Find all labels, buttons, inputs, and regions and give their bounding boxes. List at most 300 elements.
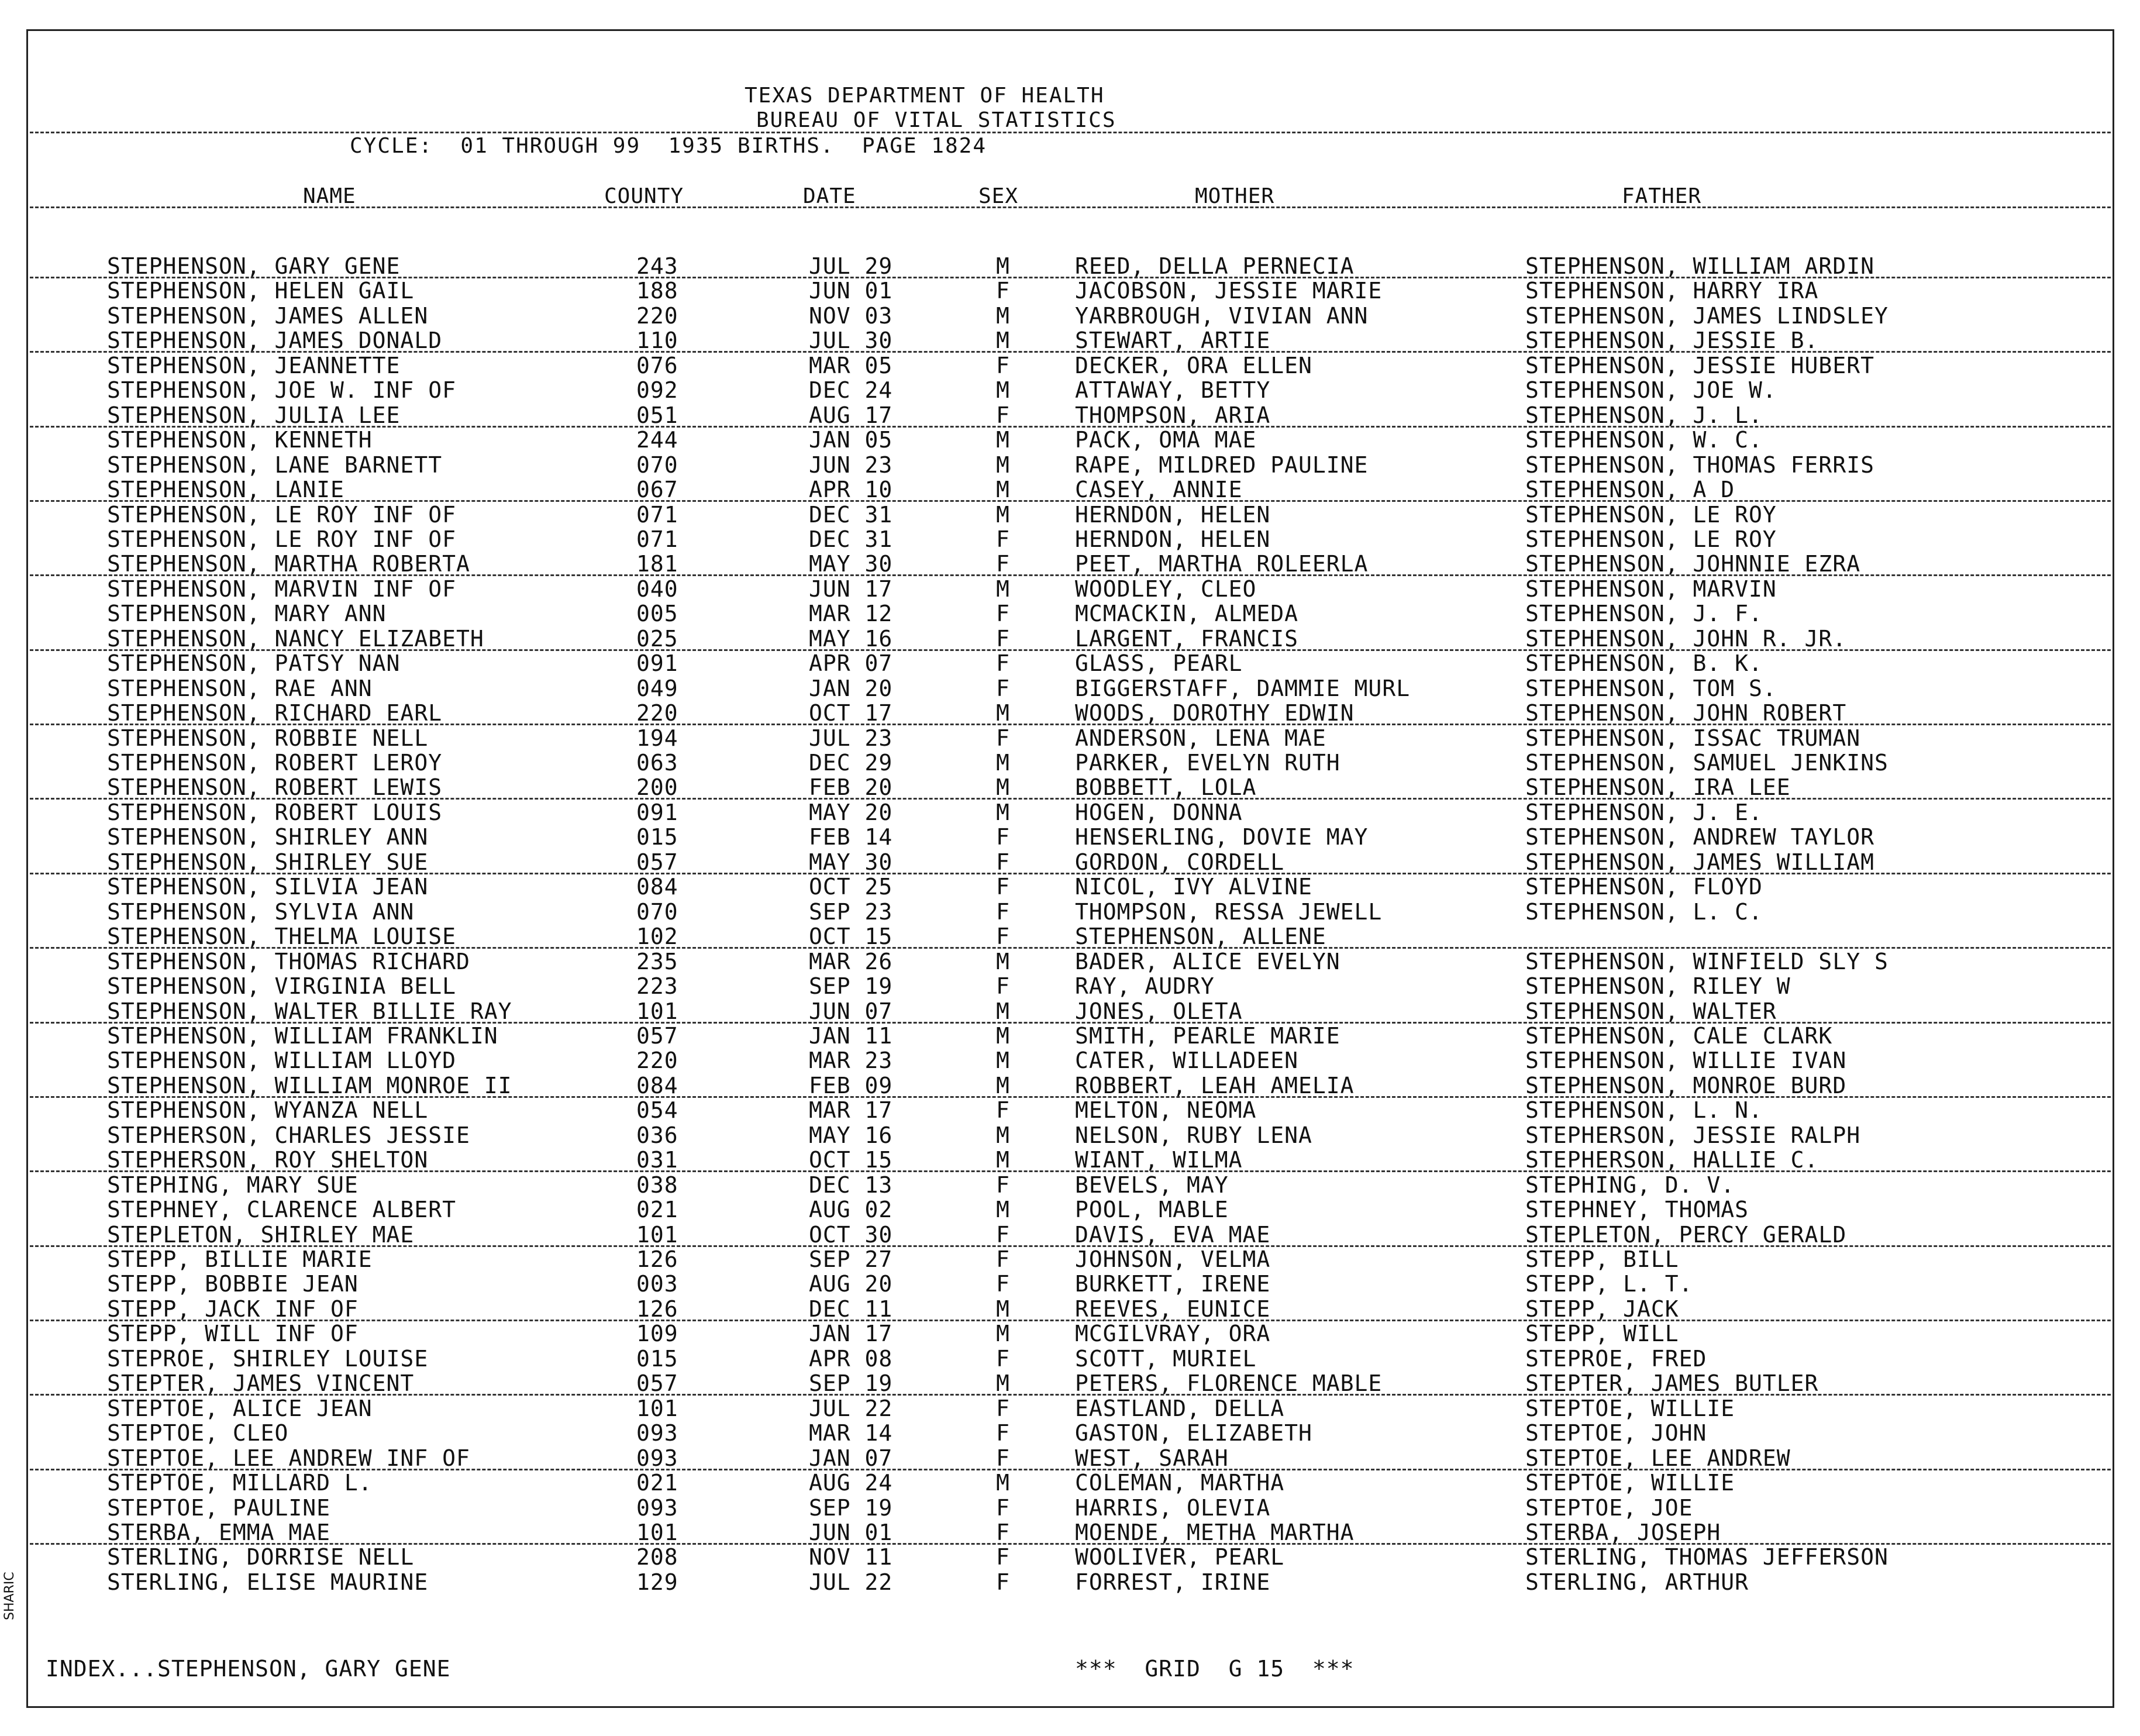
cell-mother: GORDON, CORDELL bbox=[1075, 849, 1285, 875]
table-row bbox=[28, 899, 2113, 924]
cell-date: OCT 15 bbox=[809, 924, 893, 950]
cell-name: STEPTOE, LEE ANDREW INF OF bbox=[107, 1445, 470, 1471]
cell-date: SEP 19 bbox=[809, 1370, 893, 1397]
cell-mother: STEWART, ARTIE bbox=[1075, 328, 1271, 354]
cell-father: STEPHENSON, WALTER bbox=[1525, 998, 1777, 1024]
cell-father: STEPTOE, JOE bbox=[1525, 1494, 1693, 1521]
cell-date: JAN 05 bbox=[809, 427, 893, 453]
table-row bbox=[28, 824, 2113, 849]
cell-mother: ANDERSON, LENA MAE bbox=[1075, 725, 1326, 751]
cell-county: 243 bbox=[636, 253, 678, 279]
cell-name: STEPHENSON, JEANNETTE bbox=[107, 352, 401, 378]
cell-name: STEPTOE, CLEO bbox=[107, 1420, 289, 1446]
cell-mother: MELTON, NEOMA bbox=[1075, 1097, 1257, 1124]
cell-father: STEPHENSON, RILEY W bbox=[1525, 973, 1791, 1000]
cell-name: STEPHENSON, ROBERT LEROY bbox=[107, 750, 443, 776]
cell-county: 194 bbox=[636, 725, 678, 751]
table-row bbox=[28, 650, 2113, 675]
cell-sex: F bbox=[996, 625, 1010, 652]
cell-mother: REED, DELLA PERNECIA bbox=[1075, 253, 1355, 279]
cell-county: 101 bbox=[636, 1395, 678, 1421]
cell-father: STEPHENSON, TOM S. bbox=[1525, 675, 1777, 701]
cell-mother: GLASS, PEARL bbox=[1075, 650, 1243, 677]
cell-date: MAY 30 bbox=[809, 849, 893, 875]
cell-county: 235 bbox=[636, 948, 678, 974]
cell-mother: GASTON, ELIZABETH bbox=[1075, 1420, 1312, 1446]
cell-mother: LARGENT, FRANCIS bbox=[1075, 625, 1299, 652]
cell-name: STEPHENSON, MARVIN INF OF bbox=[107, 576, 456, 602]
cell-father: STEPHENSON, JAMES WILLIAM bbox=[1525, 849, 1874, 875]
table-row bbox=[28, 1023, 2113, 1048]
cell-date: JUL 30 bbox=[809, 328, 893, 354]
cell-county: 102 bbox=[636, 924, 678, 950]
table-row bbox=[28, 1296, 2113, 1321]
cell-name: STEPHENSON, ROBERT LOUIS bbox=[107, 799, 443, 825]
cell-name: STEPHENSON, WYANZA NELL bbox=[107, 1097, 429, 1124]
cell-county: 084 bbox=[636, 1072, 678, 1098]
cell-name: STEPTOE, PAULINE bbox=[107, 1494, 331, 1521]
table-row bbox=[28, 949, 2113, 973]
cell-mother: ROBBERT, LEAH AMELIA bbox=[1075, 1072, 1355, 1098]
table-row bbox=[28, 1544, 2113, 1569]
cell-date: APR 10 bbox=[809, 477, 893, 503]
cell-mother: CASEY, ANNIE bbox=[1075, 477, 1243, 503]
cell-county: 070 bbox=[636, 898, 678, 925]
cell-name: STEPHENSON, LANIE bbox=[107, 477, 344, 503]
table-row bbox=[28, 1222, 2113, 1246]
cell-sex: F bbox=[996, 650, 1010, 677]
cell-mother: PETERS, FLORENCE MABLE bbox=[1075, 1370, 1383, 1397]
table-row bbox=[28, 1321, 2113, 1345]
column-header-mother: MOTHER bbox=[1195, 184, 1275, 208]
cell-mother: POOL, MABLE bbox=[1075, 1197, 1229, 1223]
cell-sex: M bbox=[996, 774, 1010, 801]
cell-father: STEPHENSON, WILLIE IVAN bbox=[1525, 1048, 1847, 1074]
document-frame bbox=[26, 29, 2114, 1708]
table-row bbox=[28, 700, 2113, 725]
cell-sex: F bbox=[996, 1544, 1010, 1570]
cell-name: STERLING, DORRISE NELL bbox=[107, 1544, 415, 1570]
cell-name: STEPHENSON, LANE BARNETT bbox=[107, 452, 443, 478]
table-row bbox=[28, 1147, 2113, 1172]
table-row bbox=[28, 1346, 2113, 1370]
cell-name: STEPTER, JAMES VINCENT bbox=[107, 1370, 415, 1397]
cell-sex: M bbox=[996, 1197, 1010, 1223]
cell-sex: M bbox=[996, 377, 1010, 404]
cell-sex: F bbox=[996, 1345, 1010, 1372]
cell-name: STEPHENSON, NANCY ELIZABETH bbox=[107, 625, 484, 652]
cell-sex: F bbox=[996, 1420, 1010, 1446]
cell-county: 244 bbox=[636, 427, 678, 453]
table-row bbox=[28, 402, 2113, 427]
cell-date: MAR 12 bbox=[809, 601, 893, 627]
cell-father: STEPHENSON, JOE W. bbox=[1525, 377, 1777, 404]
cell-date: MAY 16 bbox=[809, 625, 893, 652]
cell-sex: M bbox=[996, 799, 1010, 825]
cell-father: STEPHERSON, HALLIE C. bbox=[1525, 1147, 1819, 1173]
cell-county: 021 bbox=[636, 1470, 678, 1496]
cell-county: 049 bbox=[636, 675, 678, 701]
table-row bbox=[28, 576, 2113, 601]
cell-name: STEPHNEY, CLARENCE ALBERT bbox=[107, 1197, 456, 1223]
cell-county: 093 bbox=[636, 1494, 678, 1521]
table-row bbox=[28, 750, 2113, 774]
cell-sex: M bbox=[996, 1296, 1010, 1322]
table-row bbox=[28, 427, 2113, 452]
cell-mother: MCMACKIN, ALMEDA bbox=[1075, 601, 1299, 627]
table-row bbox=[28, 1445, 2113, 1470]
cell-sex: F bbox=[996, 278, 1010, 304]
cell-date: MAY 30 bbox=[809, 551, 893, 577]
cell-date: SEP 19 bbox=[809, 1494, 893, 1521]
cell-county: 091 bbox=[636, 799, 678, 825]
cell-father: STEPTOE, JOHN bbox=[1525, 1420, 1707, 1446]
cell-date: MAR 26 bbox=[809, 948, 893, 974]
cell-county: 092 bbox=[636, 377, 678, 404]
cell-date: MAR 05 bbox=[809, 352, 893, 378]
table-row bbox=[28, 353, 2113, 377]
cycle-line: CYCLE: 01 THROUGH 99 1935 BIRTHS. PAGE 1824 bbox=[350, 134, 987, 158]
cell-father: STEPP, JACK bbox=[1525, 1296, 1679, 1322]
cell-mother: HERNDON, HELEN bbox=[1075, 501, 1271, 528]
cell-father: STEPTOE, LEE ANDREW bbox=[1525, 1445, 1791, 1471]
table-row bbox=[28, 526, 2113, 551]
cell-mother: SMITH, PEARLE MARIE bbox=[1075, 1022, 1340, 1049]
cell-name: STEPHENSON, JAMES ALLEN bbox=[107, 302, 429, 329]
column-header-rule bbox=[30, 206, 2111, 208]
cell-date: JAN 11 bbox=[809, 1022, 893, 1049]
cell-sex: M bbox=[996, 1072, 1010, 1098]
cell-date: NOV 11 bbox=[809, 1544, 893, 1570]
table-row bbox=[28, 998, 2113, 1023]
cell-date: OCT 17 bbox=[809, 700, 893, 726]
cell-county: 109 bbox=[636, 1321, 678, 1347]
cell-mother: JONES, OLETA bbox=[1075, 998, 1243, 1024]
cell-date: MAR 17 bbox=[809, 1097, 893, 1124]
cell-county: 040 bbox=[636, 576, 678, 602]
cell-sex: F bbox=[996, 601, 1010, 627]
cell-mother: JACOBSON, JESSIE MARIE bbox=[1075, 278, 1383, 304]
cell-father: STEPHENSON, ISSAC TRUMAN bbox=[1525, 725, 1861, 751]
cell-name: STEPHENSON, JOE W. INF OF bbox=[107, 377, 456, 404]
cell-name: STEPHENSON, ROBERT LEWIS bbox=[107, 774, 443, 801]
cell-father: STEPHENSON, THOMAS FERRIS bbox=[1525, 452, 1874, 478]
cell-father: STEPHENSON, WILLIAM ARDIN bbox=[1525, 253, 1874, 279]
cell-date: MAR 14 bbox=[809, 1420, 893, 1446]
cell-sex: M bbox=[996, 302, 1010, 329]
cell-county: 076 bbox=[636, 352, 678, 378]
cell-county: 070 bbox=[636, 452, 678, 478]
cell-sex: F bbox=[996, 1445, 1010, 1471]
cell-sex: F bbox=[996, 1097, 1010, 1124]
table-row bbox=[28, 328, 2113, 352]
cell-county: 038 bbox=[636, 1172, 678, 1198]
cell-name: STEPHERSON, CHARLES JESSIE bbox=[107, 1122, 470, 1148]
cell-sex: F bbox=[996, 1569, 1010, 1595]
table-row bbox=[28, 626, 2113, 650]
cell-name: STEPHENSON, RICHARD EARL bbox=[107, 700, 443, 726]
cell-sex: F bbox=[996, 1519, 1010, 1545]
cell-sex: M bbox=[996, 477, 1010, 503]
cell-sex: M bbox=[996, 750, 1010, 776]
cell-date: AUG 02 bbox=[809, 1197, 893, 1223]
cell-name: STEPHENSON, KENNETH bbox=[107, 427, 373, 453]
table-row bbox=[28, 849, 2113, 874]
cell-name: STEPHENSON, MARY ANN bbox=[107, 601, 387, 627]
cell-sex: M bbox=[996, 253, 1010, 279]
index-line: INDEX...STEPHENSON, GARY GENE bbox=[46, 1656, 451, 1682]
cell-date: JUN 01 bbox=[809, 1519, 893, 1545]
cell-county: 101 bbox=[636, 998, 678, 1024]
cell-date: NOV 03 bbox=[809, 302, 893, 329]
cell-county: 084 bbox=[636, 874, 678, 900]
cell-county: 003 bbox=[636, 1271, 678, 1297]
cell-father: STEPHENSON, MONROE BURD bbox=[1525, 1072, 1847, 1098]
cell-father: STERLING, ARTHUR bbox=[1525, 1569, 1749, 1595]
table-row bbox=[28, 1097, 2113, 1122]
cell-name: STEPLETON, SHIRLEY MAE bbox=[107, 1221, 415, 1248]
cell-sex: F bbox=[996, 402, 1010, 428]
cell-mother: THOMPSON, ARIA bbox=[1075, 402, 1271, 428]
cell-mother: HERNDON, HELEN bbox=[1075, 526, 1271, 552]
cell-name: STEPHENSON, GARY GENE bbox=[107, 253, 401, 279]
cell-sex: F bbox=[996, 352, 1010, 378]
cell-county: 110 bbox=[636, 328, 678, 354]
table-row bbox=[28, 253, 2113, 278]
cell-date: SEP 23 bbox=[809, 898, 893, 925]
table-row bbox=[28, 1420, 2113, 1445]
cell-county: 223 bbox=[636, 973, 678, 1000]
table-row bbox=[28, 1370, 2113, 1395]
cell-date: OCT 15 bbox=[809, 1147, 893, 1173]
cell-date: JAN 17 bbox=[809, 1321, 893, 1347]
cell-mother: HENSERLING, DOVIE MAY bbox=[1075, 824, 1369, 850]
cell-mother: WOOLIVER, PEARL bbox=[1075, 1544, 1285, 1570]
table-row bbox=[28, 973, 2113, 998]
table-row bbox=[28, 303, 2113, 328]
cell-name: STEPHING, MARY SUE bbox=[107, 1172, 359, 1198]
cell-date: DEC 13 bbox=[809, 1172, 893, 1198]
cell-sex: F bbox=[996, 898, 1010, 925]
table-row bbox=[28, 452, 2113, 477]
cell-date: APR 07 bbox=[809, 650, 893, 677]
cell-name: STEPP, JACK INF OF bbox=[107, 1296, 359, 1322]
cell-mother: FORREST, IRINE bbox=[1075, 1569, 1271, 1595]
cell-father: STEPHENSON, IRA LEE bbox=[1525, 774, 1791, 801]
cell-sex: F bbox=[996, 824, 1010, 850]
cell-sex: M bbox=[996, 700, 1010, 726]
cell-county: 101 bbox=[636, 1519, 678, 1545]
cell-father: STEPHENSON, SAMUEL JENKINS bbox=[1525, 750, 1889, 776]
cell-father: STEPHING, D. V. bbox=[1525, 1172, 1735, 1198]
cell-father: STEPP, BILL bbox=[1525, 1246, 1679, 1272]
cell-county: 181 bbox=[636, 551, 678, 577]
cell-date: JUN 17 bbox=[809, 576, 893, 602]
table-row bbox=[28, 551, 2113, 576]
cell-sex: M bbox=[996, 1321, 1010, 1347]
cell-date: JUL 22 bbox=[809, 1569, 893, 1595]
cell-father: STEPHENSON, LE ROY bbox=[1525, 526, 1777, 552]
cell-name: STEPHENSON, WILLIAM LLOYD bbox=[107, 1048, 456, 1074]
cell-father: STEPHENSON, FLOYD bbox=[1525, 874, 1763, 900]
cell-name: STEPHENSON, RAE ANN bbox=[107, 675, 373, 701]
cell-sex: M bbox=[996, 948, 1010, 974]
cell-mother: WIANT, WILMA bbox=[1075, 1147, 1243, 1173]
cell-father: STEPHENSON, CALE CLARK bbox=[1525, 1022, 1833, 1049]
cell-county: 093 bbox=[636, 1420, 678, 1446]
cell-date: FEB 20 bbox=[809, 774, 893, 801]
cell-sex: M bbox=[996, 1370, 1010, 1397]
table-row bbox=[28, 1470, 2113, 1494]
table-row bbox=[28, 1172, 2113, 1197]
cell-mother: JOHNSON, VELMA bbox=[1075, 1246, 1271, 1272]
cell-sex: F bbox=[996, 874, 1010, 900]
cell-date: DEC 24 bbox=[809, 377, 893, 404]
cell-father: STEPHENSON, JOHNNIE EZRA bbox=[1525, 551, 1861, 577]
cell-name: STEPHENSON, LE ROY INF OF bbox=[107, 526, 456, 552]
table-row bbox=[28, 725, 2113, 750]
cell-father: STEPTOE, WILLIE bbox=[1525, 1395, 1735, 1421]
table-row bbox=[28, 1271, 2113, 1296]
cell-mother: DAVIS, EVA MAE bbox=[1075, 1221, 1271, 1248]
cell-mother: NICOL, IVY ALVINE bbox=[1075, 874, 1312, 900]
cell-sex: F bbox=[996, 725, 1010, 751]
cell-date: MAY 20 bbox=[809, 799, 893, 825]
cell-mother: PARKER, EVELYN RUTH bbox=[1075, 750, 1340, 776]
cell-mother: HOGEN, DONNA bbox=[1075, 799, 1243, 825]
cell-date: MAY 16 bbox=[809, 1122, 893, 1148]
cell-sex: F bbox=[996, 551, 1010, 577]
cell-sex: F bbox=[996, 973, 1010, 1000]
cell-father: STEPHENSON, J. F. bbox=[1525, 601, 1763, 627]
cell-father: STEPHENSON, J. L. bbox=[1525, 402, 1763, 428]
cell-mother: ATTAWAY, BETTY bbox=[1075, 377, 1271, 404]
cell-father: STEPTER, JAMES BUTLER bbox=[1525, 1370, 1819, 1397]
table-row bbox=[28, 774, 2113, 799]
cell-county: 015 bbox=[636, 824, 678, 850]
cell-father: STEPHENSON, JOHN ROBERT bbox=[1525, 700, 1847, 726]
cell-mother: CATER, WILLADEEN bbox=[1075, 1048, 1299, 1074]
table-row bbox=[28, 502, 2113, 526]
table-row bbox=[28, 1048, 2113, 1072]
table-row bbox=[28, 1246, 2113, 1271]
table-row bbox=[28, 874, 2113, 898]
cell-name: STEPHENSON, THOMAS RICHARD bbox=[107, 948, 470, 974]
cell-county: 057 bbox=[636, 849, 678, 875]
cell-mother: HARRIS, OLEVIA bbox=[1075, 1494, 1271, 1521]
cell-mother: EASTLAND, DELLA bbox=[1075, 1395, 1285, 1421]
cell-county: 057 bbox=[636, 1370, 678, 1397]
cell-mother: WOODLEY, CLEO bbox=[1075, 576, 1257, 602]
cell-father: STEPHERSON, JESSIE RALPH bbox=[1525, 1122, 1861, 1148]
cell-date: OCT 25 bbox=[809, 874, 893, 900]
table-row bbox=[28, 1396, 2113, 1420]
cell-county: 071 bbox=[636, 501, 678, 528]
cell-date: AUG 20 bbox=[809, 1271, 893, 1297]
cell-father: STEPP, L. T. bbox=[1525, 1271, 1693, 1297]
cell-name: STEPHENSON, PATSY NAN bbox=[107, 650, 401, 677]
cell-name: STEPHENSON, SILVIA JEAN bbox=[107, 874, 429, 900]
cell-sex: M bbox=[996, 1022, 1010, 1049]
cell-date: OCT 30 bbox=[809, 1221, 893, 1248]
cell-county: 036 bbox=[636, 1122, 678, 1148]
cell-mother: SCOTT, MURIEL bbox=[1075, 1345, 1257, 1372]
column-header-name: NAME bbox=[303, 184, 356, 208]
cell-father: STEPP, WILL bbox=[1525, 1321, 1679, 1347]
cell-father: STEPHENSON, W. C. bbox=[1525, 427, 1763, 453]
cell-mother: DECKER, ORA ELLEN bbox=[1075, 352, 1312, 378]
cell-county: 126 bbox=[636, 1246, 678, 1272]
cell-sex: F bbox=[996, 526, 1010, 552]
cell-father: STEPHENSON, MARVIN bbox=[1525, 576, 1777, 602]
cell-father: STEPROE, FRED bbox=[1525, 1345, 1707, 1372]
cell-date: SEP 19 bbox=[809, 973, 893, 1000]
cell-father: STEPHENSON, JESSIE HUBERT bbox=[1525, 352, 1874, 378]
table-row bbox=[28, 1073, 2113, 1097]
table-row bbox=[28, 1569, 2113, 1594]
table-row bbox=[28, 676, 2113, 700]
cell-county: 093 bbox=[636, 1445, 678, 1471]
cell-sex: M bbox=[996, 1122, 1010, 1148]
cell-name: STEPHENSON, WILLIAM MONROE II bbox=[107, 1072, 512, 1098]
cell-mother: COLEMAN, MARTHA bbox=[1075, 1470, 1285, 1496]
cell-father: STEPHENSON, L. C. bbox=[1525, 898, 1763, 925]
cell-name: STEPP, WILL INF OF bbox=[107, 1321, 359, 1347]
cell-county: 126 bbox=[636, 1296, 678, 1322]
cell-county: 031 bbox=[636, 1147, 678, 1173]
cell-name: STEPHENSON, LE ROY INF OF bbox=[107, 501, 456, 528]
cell-mother: RAPE, MILDRED PAULINE bbox=[1075, 452, 1369, 478]
cell-sex: M bbox=[996, 998, 1010, 1024]
cell-father: STEPHENSON, WINFIELD SLY S bbox=[1525, 948, 1889, 974]
cell-name: STEPHENSON, HELEN GAIL bbox=[107, 278, 415, 304]
column-header-sex: SEX bbox=[978, 184, 1019, 208]
cell-father: STEPHENSON, JESSIE B. bbox=[1525, 328, 1819, 354]
cell-county: 015 bbox=[636, 1345, 678, 1372]
table-row bbox=[28, 1122, 2113, 1147]
cell-date: JAN 20 bbox=[809, 675, 893, 701]
cell-date: JUN 23 bbox=[809, 452, 893, 478]
table-row bbox=[28, 924, 2113, 948]
cell-county: 129 bbox=[636, 1569, 678, 1595]
cell-date: JUN 07 bbox=[809, 998, 893, 1024]
cell-county: 057 bbox=[636, 1022, 678, 1049]
cell-mother: MOENDE, METHA MARTHA bbox=[1075, 1519, 1355, 1545]
cell-mother: WOODS, DOROTHY EDWIN bbox=[1075, 700, 1355, 726]
cell-name: STEPHENSON, JULIA LEE bbox=[107, 402, 401, 428]
cell-date: MAR 23 bbox=[809, 1048, 893, 1074]
cell-county: 200 bbox=[636, 774, 678, 801]
table-row bbox=[28, 1197, 2113, 1221]
cell-county: 208 bbox=[636, 1544, 678, 1570]
cell-date: AUG 17 bbox=[809, 402, 893, 428]
cell-name: STEPHENSON, WALTER BILLIE RAY bbox=[107, 998, 512, 1024]
table-row bbox=[28, 800, 2113, 824]
cell-mother: BOBBETT, LOLA bbox=[1075, 774, 1257, 801]
cell-date: SEP 27 bbox=[809, 1246, 893, 1272]
cell-county: 220 bbox=[636, 302, 678, 329]
department-title: TEXAS DEPARTMENT OF HEALTH bbox=[745, 84, 1105, 108]
cell-father: STEPHENSON, B. K. bbox=[1525, 650, 1763, 677]
column-header-county: COUNTY bbox=[604, 184, 684, 208]
header-rule bbox=[30, 132, 2111, 133]
cell-county: 101 bbox=[636, 1221, 678, 1248]
cell-county: 071 bbox=[636, 526, 678, 552]
cell-father: STEPHENSON, JOHN R. JR. bbox=[1525, 625, 1847, 652]
cell-mother: STEPHENSON, ALLENE bbox=[1075, 924, 1326, 950]
cell-mother: PEET, MARTHA ROLEERLA bbox=[1075, 551, 1369, 577]
cell-name: STERLING, ELISE MAURINE bbox=[107, 1569, 429, 1595]
